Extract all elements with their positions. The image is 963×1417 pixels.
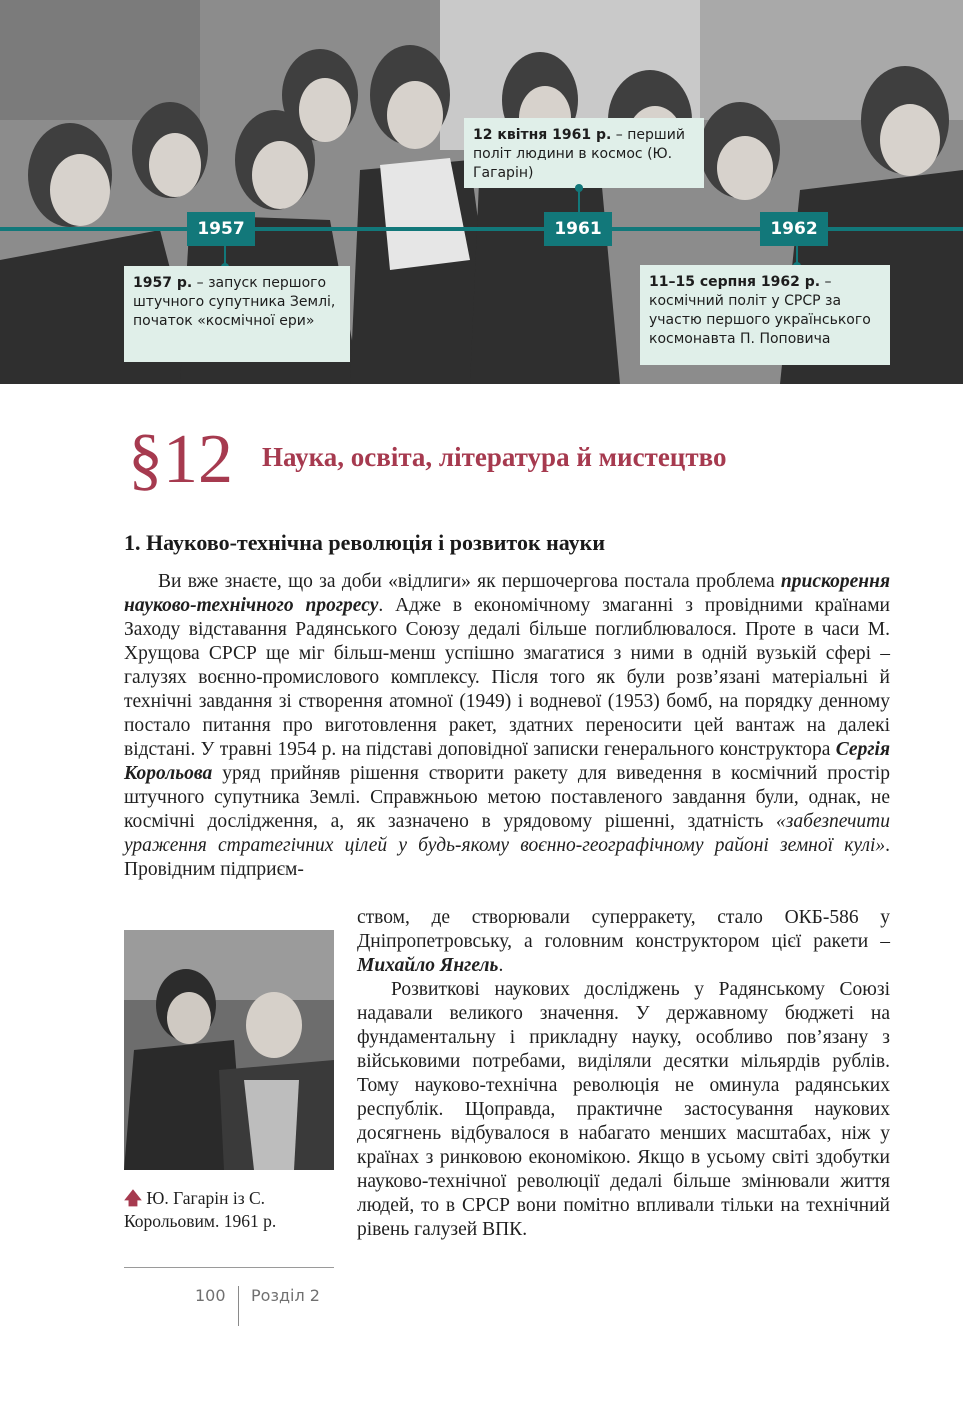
- text-run: . Адже в економічному змаганні з провідними країнами Заходу відставання Радянського Союзу дедалі більше поглиблювалося. Проте в часи М. Хрущова СРСР ще міг більш-менш успішно змагатися з ними в одній вузькій сфері – галузях воєнно-промислового комплексу. Після того як були розв’язані матеріальні й технічні завдання зі створення атомної (1949) і водневої (1953) бомб, на порядку денному постало питання про виготовлення ракет, здатних переносити цей вантаж на далекі відстані. У травні 1954 р. на підставі доповідної записки генерального конструктора: [124, 595, 890, 760]
- caption-text: Ю. Гагарін із С. Корольовим. 1961 р.: [124, 1188, 277, 1231]
- event-date: 12 квітня 1961 р.: [473, 127, 612, 143]
- caption-divider: [124, 1267, 334, 1268]
- header-photo-banner: [0, 0, 963, 384]
- timeline-event-1961: [464, 118, 704, 188]
- timeline-year-1957: 1957: [187, 212, 255, 246]
- timeline-event-1957: [124, 266, 350, 362]
- text-run: . Провідним підприєм-: [124, 835, 890, 880]
- text-run: уряд прийняв рішення створити ракету для виведення в космічний простір штучного супутника Землі. Справжньою метою поставленого завдання були, однак, не космічні дослідження, а, як зазначено в урядовому рішенні, здатність: [124, 763, 890, 832]
- chapter-label: Розділ 2: [251, 1286, 320, 1305]
- timeline-year-1962: 1962: [760, 212, 828, 246]
- timeline-year-1961: 1961: [544, 212, 612, 246]
- page-number: 100: [195, 1286, 226, 1305]
- text-run: Ви вже знаєте, що за доби «відлиги» як першочергова постала проблема: [158, 571, 781, 592]
- paragraph-2: Розвиткові наукових досліджень у Радянському Союзі надавали великого значення. У державному бюджеті на фундаментальну і прикладну науку, особливо пов’язану з військовими потребами, виділяли десятки мільярдів рублів. Тому науково-технічна революція не оминула радянських республік. Щоправда, практичне застосування наукових досягнень відбувалося в набагато менших масштабах, ніж у країнах з ринковою економікою. Якщо в усьому світі здобутки науково-технічної революції дедалі більше змінювали життя людей, то в СРСР вони помітно впливали тільки на технічний рівень галузей ВПК.: [357, 979, 890, 1240]
- event-date: 1957 р.: [133, 275, 193, 291]
- body-text-column: [357, 906, 890, 1242]
- emphasis-name: Сергія Корольова: [124, 739, 890, 784]
- photo-caption: [124, 1187, 334, 1232]
- emphasis-term: прискорення науково-технічного прогресу: [124, 571, 890, 616]
- emphasis-name: Михайло Янгель: [357, 955, 499, 976]
- event-text: – перший політ людини в космос (Ю. Гагарін): [473, 127, 685, 181]
- timeline-event-1962: [640, 265, 890, 365]
- section-heading: 1. Науково-технічна революція і розвиток науки: [124, 530, 606, 555]
- event-text: – космічний політ у СРСР за участю першого українського космонавта П. Поповича: [649, 274, 871, 347]
- arrow-up-icon: 🡅: [124, 1189, 142, 1209]
- paragraph-number: §12: [128, 421, 233, 498]
- body-text-full: [124, 570, 890, 882]
- footer-divider: [238, 1286, 239, 1326]
- event-date: 11–15 серпня 1962 р.: [649, 274, 821, 290]
- quote: «забезпечити ураження стратегічних цілей у будь-якому воєнно-географічному районі земної кулі»: [124, 811, 890, 856]
- gagarin-korolev-photo: [124, 930, 334, 1170]
- text-run: .: [498, 955, 504, 976]
- photo-illustration: [124, 930, 334, 1170]
- timeline-connector: [578, 188, 580, 212]
- text-run: ством, де створювали суперракету, стало ОКБ-586 у Дніпропетровську, а головним конструктором цієї ракети –: [357, 907, 890, 952]
- paragraph-title: Наука, освіта, література й мистецтво: [262, 442, 727, 472]
- event-text: – запуск першого штучного супутника Землі, початок «космічної ери»: [133, 275, 336, 329]
